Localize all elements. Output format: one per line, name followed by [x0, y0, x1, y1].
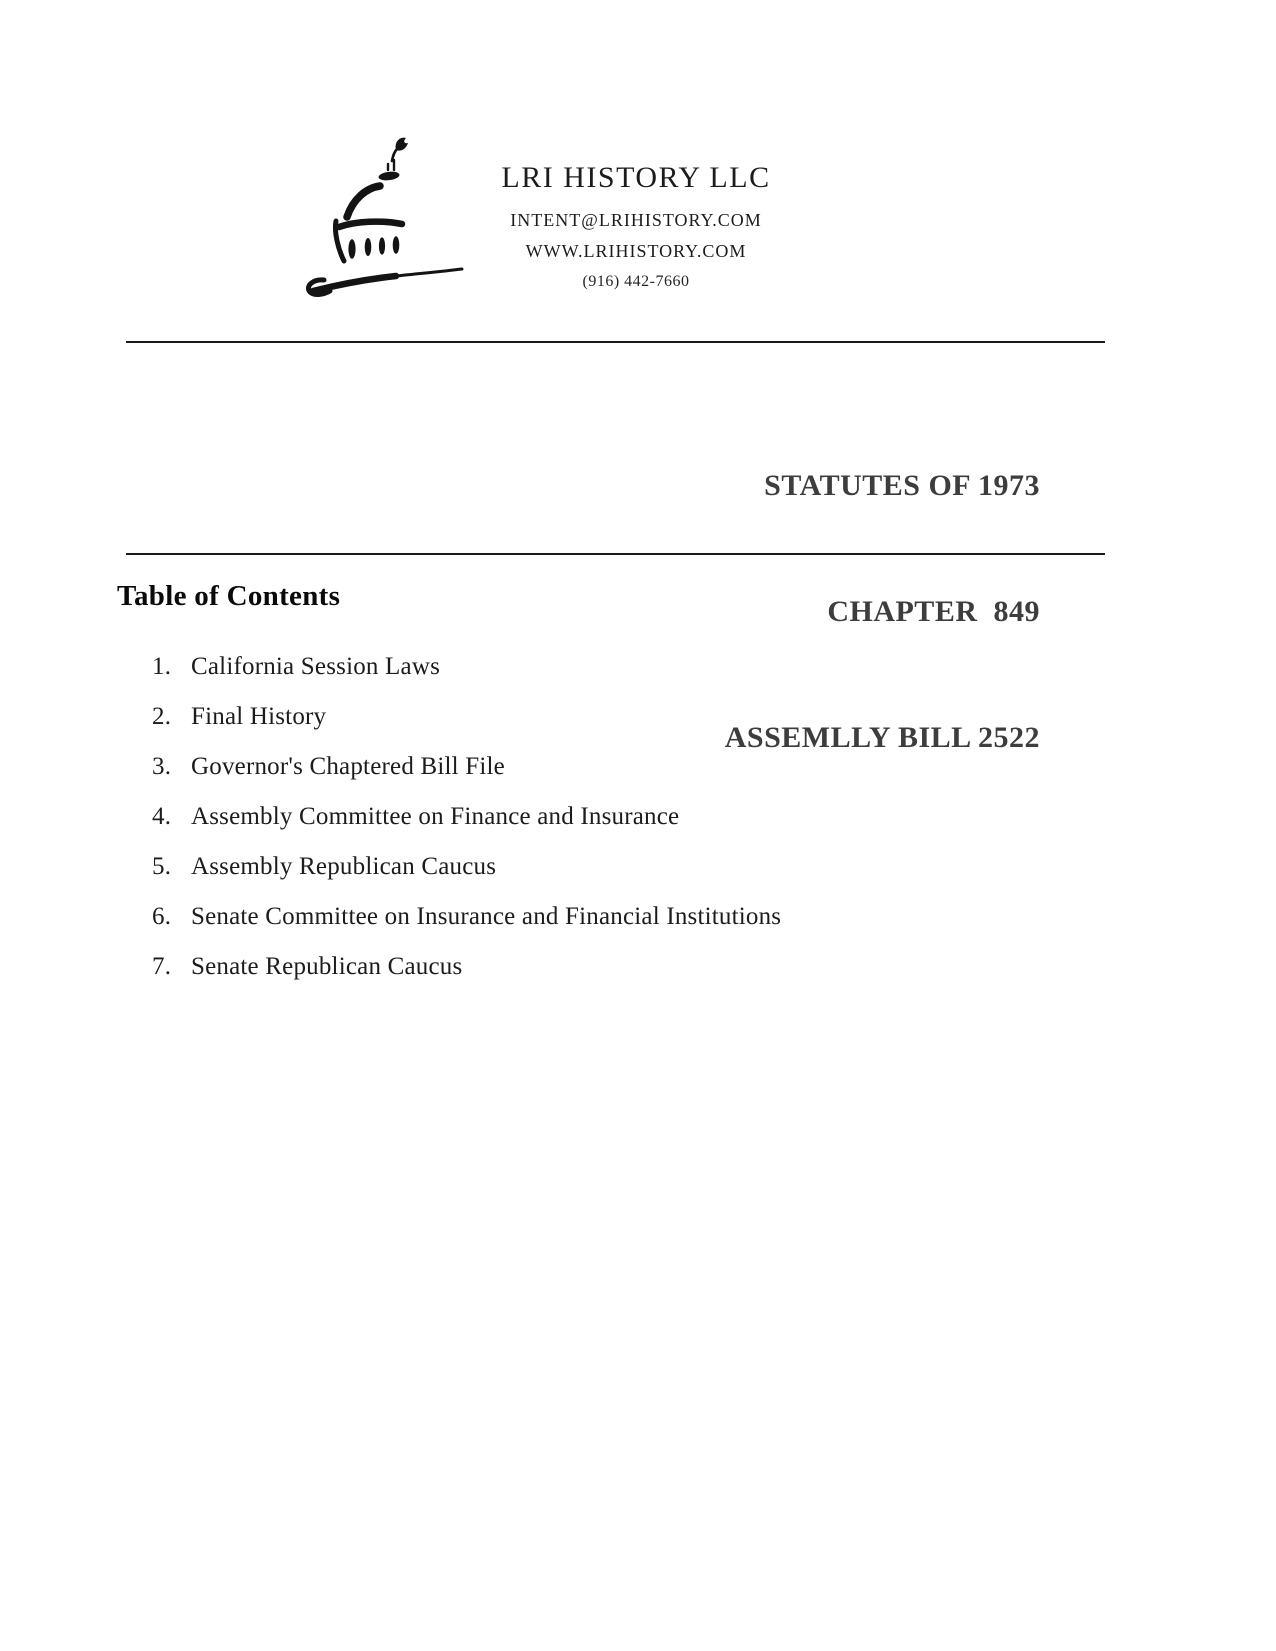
toc-item-number: 1. — [152, 653, 172, 680]
toc-item-number: 3. — [152, 753, 172, 780]
letterhead — [436, 158, 836, 297]
assembly-bill-line: ASSEMLLY BILL 2522 — [724, 721, 1040, 754]
toc-item-label: Senate Committee on Insurance and Financial Institutions — [191, 903, 782, 930]
company-website: WWW.LRIHISTORY.COM — [525, 241, 747, 261]
toc-item — [152, 802, 781, 831]
toc-item-label: Governor's Chaptered Bill File — [191, 753, 505, 780]
divider-bottom — [126, 553, 1105, 555]
toc-item-number: 5. — [152, 853, 172, 880]
toc-item — [152, 702, 781, 731]
toc-list — [152, 652, 781, 1002]
toc-item — [152, 952, 781, 981]
toc-item-label: Assembly Republican Caucus — [191, 853, 497, 880]
chapter-line: CHAPTER 849 — [827, 595, 1040, 628]
company-phone: (916) 442-7660 — [582, 273, 690, 290]
toc-item-number: 2. — [152, 703, 172, 730]
toc-item-number: 4. — [152, 803, 172, 830]
toc-item — [152, 752, 781, 781]
statutes-line: STATUTES OF 1973 — [764, 469, 1040, 502]
toc-item-number: 6. — [152, 903, 172, 930]
toc-item-label: Senate Republican Caucus — [191, 953, 463, 980]
toc-item — [152, 852, 781, 881]
toc-item-label: Final History — [191, 703, 327, 730]
toc-item-number: 7. — [152, 953, 172, 980]
company-email: INTENT@LRIHISTORY.COM — [510, 210, 762, 230]
toc-item — [152, 652, 781, 681]
company-name: LRI HISTORY LLC — [501, 161, 771, 194]
toc-item — [152, 902, 781, 931]
toc-item-label: Assembly Committee on Finance and Insurance — [191, 803, 680, 830]
divider-top — [126, 341, 1105, 343]
toc-title: Table of Contents — [117, 580, 341, 612]
toc-item-label: California Session Laws — [191, 653, 441, 680]
